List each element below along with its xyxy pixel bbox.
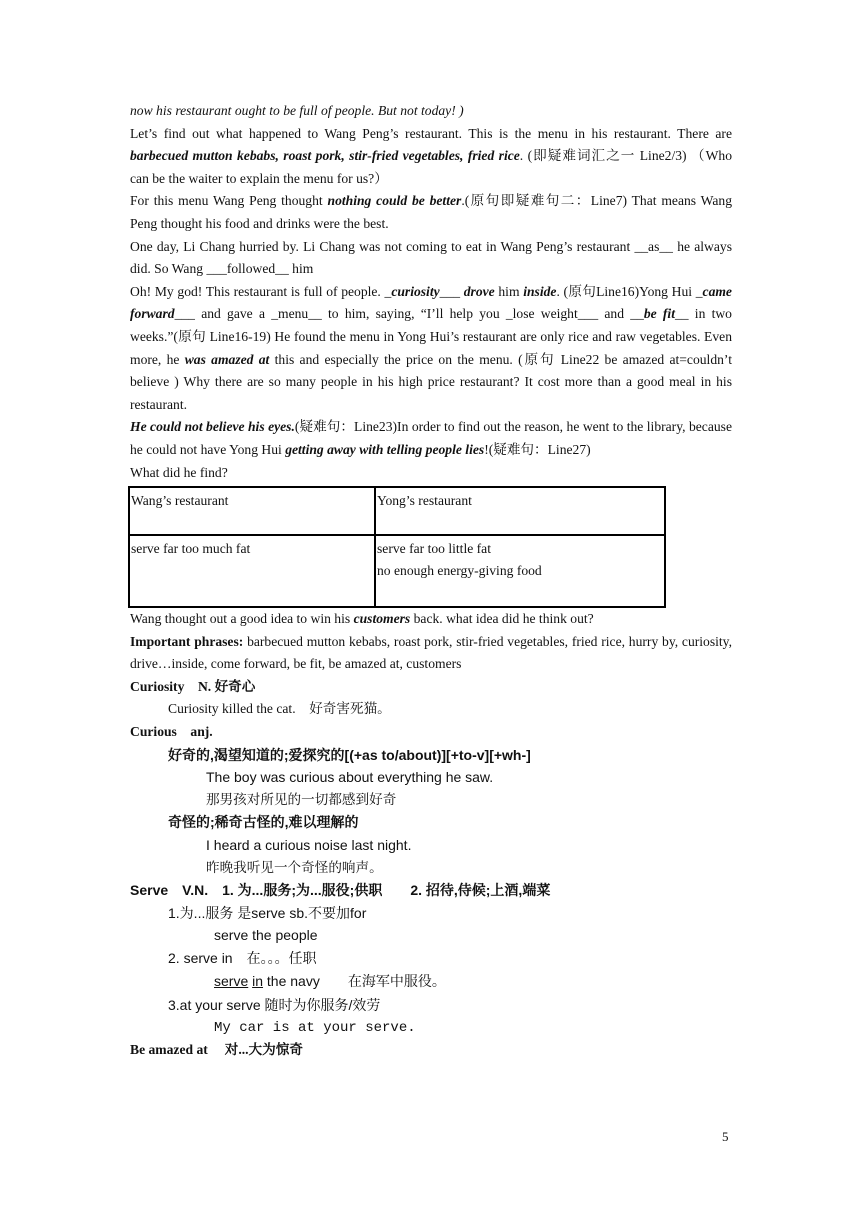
emphasis: curiosity [391, 283, 440, 299]
text-span: (疑难句：Line23)In order to find out the reason, he went to the library, because he could not have Yong Hui [130, 419, 732, 457]
text-span: !(疑难句：Line27) [484, 441, 591, 457]
vocab-translation: 昨晚我听见一个奇怪的响声。 [206, 859, 383, 875]
emphasis: inside [523, 283, 557, 299]
text-span: Wang thought out a good idea to win his [130, 611, 354, 627]
underlined-word: serve [214, 972, 249, 989]
vocab-translation: 在海军中服役。 [347, 974, 446, 990]
emphasis: nothing could be better [327, 193, 462, 209]
table-row [129, 535, 665, 607]
vocab-example [130, 970, 732, 995]
vocab-example: My car is at your serve. [214, 1019, 416, 1036]
text-span: ___ and gave a _menu__ to him, saying, “I’ll help you _lose weight___ and __ [174, 306, 644, 322]
text-line: now his restaurant ought to be full of people. But not today! ) [130, 103, 464, 118]
emphasis: getting away with telling people lies [285, 441, 485, 457]
cell-line: serve far too little fat [377, 541, 491, 557]
paragraph-menu [130, 123, 732, 191]
vocab-meaning: 好奇的,渴望知道的;爱探究的[(+as to/about)][+to-v][+wh-] [168, 746, 531, 763]
label: Important phrases: [130, 633, 244, 649]
emphasis: customers [353, 611, 411, 627]
text-span: Let’s find out what happened to Wang Peng’s restaurant. This is the menu in his restaurant. There are [130, 125, 732, 141]
vocab-example: Curiosity killed the cat. 好奇害死猫。 [168, 701, 391, 717]
vocab-meaning: 1.为...服务 是serve sb.不要加for [168, 904, 367, 921]
paragraph-eyes [130, 416, 732, 461]
vocab-heading: Curious anj. [130, 724, 213, 740]
vocab-translation: 那男孩对所见的一切都感到好奇 [206, 791, 397, 807]
vocab-meaning: 3.at your serve 随时为你服务/效劳 [168, 997, 381, 1014]
vocab-meaning: 奇怪的;稀奇古怪的,难以理解的 [168, 814, 359, 831]
text-span: For this menu Wang Peng thought [130, 193, 328, 209]
text-span: barbecued mutton kebabs, roast pork, stir-fried vegetables, fried rice, hurry by, curiosity, drive…inside, come forward, be fit, be amazed at, customers [130, 633, 732, 672]
document-body [130, 100, 732, 1062]
emphasis: drove [463, 283, 495, 299]
text-span: . (原句Line16)Yong Hui _ [556, 283, 703, 299]
vocab-example: I heard a curious noise last night. [206, 837, 412, 854]
text-span: this and especially the price on the menu. (原句 Line22 be amazed at=couldn’t believe ) Why there are so many people in his high price restaurant? It cost more than a good meal in his restaurant. [130, 351, 732, 412]
table-cell: serve far too much fat [129, 535, 375, 607]
emphasis: came forward [130, 283, 732, 322]
table-cell [375, 535, 665, 607]
emphasis: barbecued mutton kebabs, roast pork, stir-fried vegetables, fried rice [130, 148, 520, 164]
emphasis: was amazed at [184, 351, 270, 367]
emphasis: He could not believe his eyes. [130, 419, 295, 435]
paragraph-thought [130, 190, 732, 235]
vocab-example: serve the people [214, 927, 318, 944]
paragraph-hurried: One day, Li Chang hurried by. Li Chang was not coming to eat in Wang Peng’s restaurant __as__ he always did. So Wang ___followed__ him [130, 238, 732, 277]
text-span: . (即疑难词汇之一 Line2/3) （Who can be the waiter to explain the menu for us?） [130, 148, 732, 186]
paragraph-curiosity [130, 281, 732, 417]
vocab-meaning: 2. serve in 在。。。任职 [168, 950, 317, 966]
emphasis: be fit [643, 306, 675, 322]
vocab-heading: Curiosity N. 好奇心 [130, 678, 256, 694]
page-number: 5 [722, 1129, 729, 1144]
comparison-table [128, 486, 666, 608]
vocab-example: The boy was curious about everything he saw. [206, 769, 494, 786]
question-line: What did he find? [130, 464, 228, 480]
question-line [130, 608, 732, 631]
text-span: __ in two weeks.”(原句 Line16-19) He found the menu in Yong Hui’s restaurant are only rice and raw vegetables. Even more, he [130, 306, 732, 367]
table-cell: Yong’s restaurant [375, 487, 665, 535]
important-phrases [130, 631, 732, 676]
table-row [129, 487, 665, 535]
underlined-word: in [252, 972, 264, 989]
cell-line: no enough energy-giving food [377, 563, 542, 579]
vocab-heading: Serve V.N. 1. 为...服务;为...服役;供职 2. 招待,侍候;上酒,端菜 [130, 882, 551, 899]
text-span: the navy [263, 972, 320, 989]
text-span: Oh! My god! This restaurant is full of people. _ [130, 283, 392, 299]
text-span: him [494, 283, 524, 299]
text-span: .(原句即疑难句二：Line7) That means Wang Peng thought his food and drinks were the best. [130, 193, 733, 231]
table-cell: Wang’s restaurant [129, 487, 375, 535]
text-span: back. what idea did he think out? [410, 611, 594, 627]
text-span: ___ [439, 283, 464, 299]
vocab-heading: Be amazed at 对...大为惊奇 [130, 1042, 303, 1058]
